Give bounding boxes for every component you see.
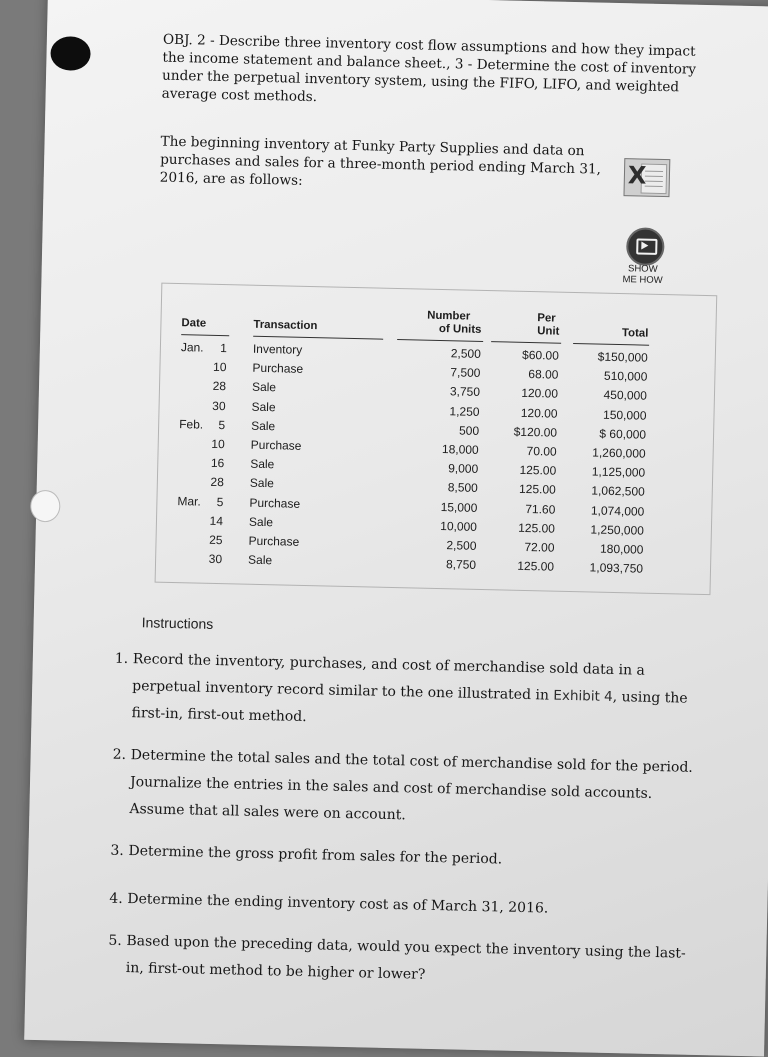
total-cell: $ 60,000 [599,426,647,442]
header-transaction: Transaction [253,318,318,333]
units-cell: 9,000 [448,461,479,477]
total-cell: 1,125,000 [591,464,646,480]
date-month-cell: Feb. [179,416,204,432]
transaction-cell: Purchase [249,495,301,511]
transaction-cell: Sale [251,418,276,434]
problem-intro: The beginning inventory at Funky Party Supplies and data on purchases and sales for a three-month period ending March 31, 2016, are as follows: [159,133,602,189]
header-units: Number of Units [427,309,482,336]
transaction-cell: Sale [251,399,276,414]
date-day-cell: 10 [212,360,227,375]
total-cell: 450,000 [603,388,648,404]
date-month-cell: Mar. [177,493,201,509]
learning-objective: OBJ. 2 - Describe three inventory cost flow assumptions and how they impact the income statement and balance sheet., 3 - Determine the cost of inventory under the perpetual inventory system, using the FIFO, LIFO, and weighted average cost methods. [161,31,697,106]
per-unit-cell: $60.00 [521,347,559,363]
inventory-data-table [155,283,718,596]
total-cell: 1,074,000 [590,503,645,519]
excel-icon[interactable]: X [623,158,670,197]
date-day-cell: 16 [210,456,225,471]
transaction-cell: Purchase [248,533,300,549]
date-day-cell: 14 [209,513,224,528]
units-cell: 8,750 [445,557,477,573]
instruction-item: 4. Determine the ending inventory cost as of March 31, 2016. [109,890,549,917]
total-cell: $150,000 [597,349,648,365]
date-day-cell: 5 [216,494,224,509]
units-cell: 18,000 [441,442,479,457]
exhibit-link[interactable]: Exhibit 4 [553,687,613,705]
transaction-cell: Purchase [250,437,302,453]
total-cell: 1,062,500 [591,483,645,500]
transaction-cell: Inventory [252,341,303,357]
instruction-item: 5. Based upon the preceding data, would you expect the inventory using the last-in, first-out method to be higher or lower? [108,932,686,983]
transaction-cell: Sale [249,476,275,491]
transaction-cell: Sale [251,380,277,395]
date-day-cell: 30 [208,551,223,567]
units-cell: 8,500 [447,480,478,496]
total-cell: 1,260,000 [592,445,646,461]
transaction-cell: Sale [247,552,273,568]
units-cell: 7,500 [450,365,481,381]
textbook-page [24,0,768,1057]
total-cell: 1,250,000 [590,522,645,538]
units-cell: 500 [458,423,480,438]
per-unit-cell: 70.00 [526,443,557,459]
instruction-item: 2. Determine the total sales and the total cost of merchandise sold for the period. Journalize the entries in the sales and cost of merchandise sold accounts. Assume that all sales were on account. [112,746,694,824]
total-cell: 1,093,750 [589,560,644,576]
date-day-cell: 5 [218,417,226,432]
per-unit-cell: 68.00 [528,367,559,382]
date-day-cell: 30 [212,398,226,413]
instructions-heading: Instructions [141,614,214,632]
per-unit-cell: 125.00 [517,558,555,574]
units-cell: 2,500 [450,346,482,361]
per-unit-cell: 72.00 [524,539,555,555]
instruction-item: 1. Record the inventory, purchases, and cost of merchandise sold data in a perpetual inventory record similar to the one illustrated in Exhibit 4, using the first-in, first-out method. [114,650,688,726]
total-cell: 150,000 [602,407,647,423]
transaction-cell: Purchase [252,360,304,377]
date-day-cell: 10 [211,436,225,452]
per-unit-cell: 71.60 [525,501,556,517]
per-unit-cell: 120.00 [520,405,558,421]
show-me-how-icon[interactable] [626,227,665,266]
units-cell: 3,750 [449,384,481,400]
date-day-cell: 28 [210,475,225,490]
per-unit-cell: 125.00 [519,463,557,478]
instructions-list [108,646,697,983]
binder-hole [50,36,91,71]
units-cell: 15,000 [440,499,478,515]
header-per-unit: Per Unit [537,312,560,338]
header-date: Date [181,317,207,330]
header-total: Total [621,327,649,340]
transaction-cell: Sale [248,514,274,530]
date-day-cell: 25 [209,532,223,548]
binder-hole [30,490,61,523]
table-header [161,284,716,347]
instruction-item: 3. Determine the gross profit from sales for the period. [110,842,503,868]
transaction-cell: Sale [250,456,275,472]
per-unit-cell: 125.00 [518,482,556,498]
show-me-how-label[interactable]: SHOW ME HOW [622,263,663,287]
date-day-cell: 28 [212,379,227,394]
date-day-cell: 1 [220,341,228,356]
date-month-cell: Jan. [180,340,204,355]
header-rule [491,341,561,344]
per-unit-cell: $120.00 [513,424,558,440]
units-cell: 2,500 [446,538,477,553]
header-rule [181,334,229,336]
per-unit-cell: 120.00 [521,386,559,402]
per-unit-cell: 125.00 [518,520,556,536]
total-cell: 180,000 [599,541,644,557]
units-cell: 10,000 [440,518,478,534]
units-cell: 1,250 [449,403,480,419]
total-cell: 510,000 [603,368,648,384]
